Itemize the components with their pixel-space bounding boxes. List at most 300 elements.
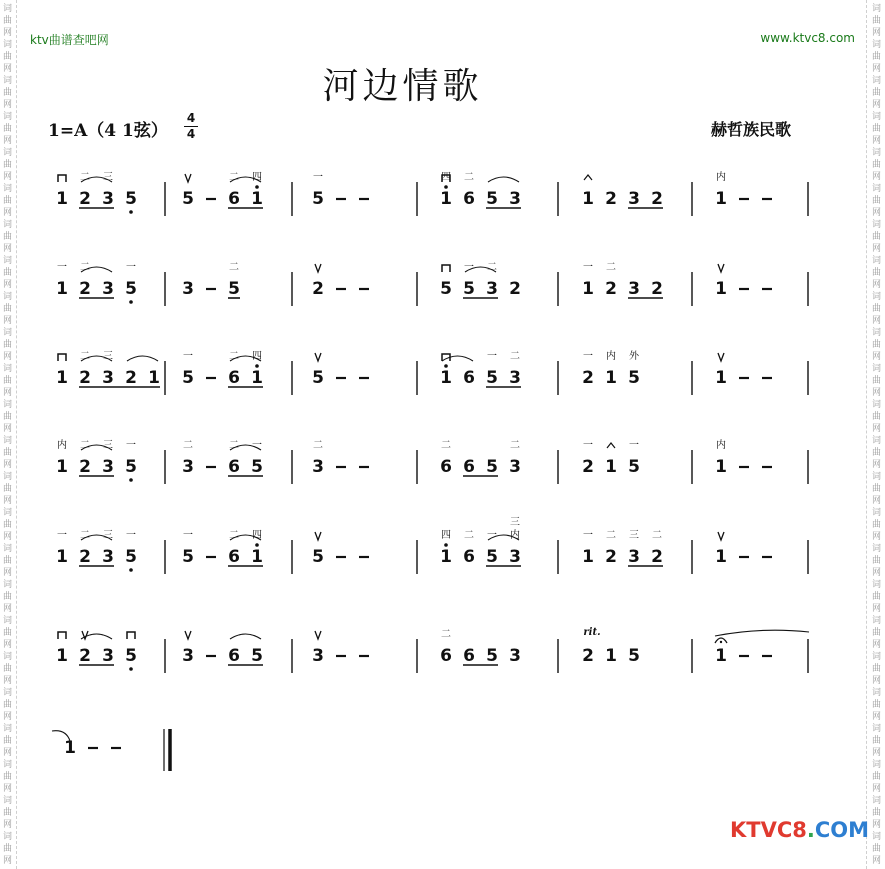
fingering-mark: 二 xyxy=(229,172,239,183)
fingering-mark: 二 xyxy=(441,440,451,451)
watermark-glyph: 网 xyxy=(872,568,882,578)
watermark-glyph: 曲 xyxy=(872,520,882,530)
note-digit: 5 xyxy=(486,457,498,477)
note-digit: 5 xyxy=(125,279,137,299)
up-bow-icon xyxy=(185,631,191,639)
watermark-glyph: 曲 xyxy=(872,844,882,854)
fingering-mark: 四 xyxy=(252,172,262,183)
up-bow-icon xyxy=(315,353,321,361)
note-digit: 5 xyxy=(125,189,137,209)
note-digit: 1 xyxy=(56,279,68,299)
watermark-glyph: 曲 xyxy=(872,808,882,818)
watermark-glyph: 曲 xyxy=(3,88,13,98)
watermark-glyph: 词 xyxy=(872,220,882,230)
note-digit: 3 xyxy=(509,457,521,477)
note-digit: 5 xyxy=(182,189,194,209)
watermark-glyph: 曲 xyxy=(3,628,13,638)
fingering-mark: 一 xyxy=(629,440,639,451)
fingering-mark: 二 xyxy=(229,262,239,273)
watermark-glyph: 网 xyxy=(872,424,882,434)
watermark-glyph: 网 xyxy=(3,244,13,254)
watermark-glyph: 曲 xyxy=(3,700,13,710)
watermark-glyph: 词 xyxy=(872,796,882,806)
watermark-glyph: 曲 xyxy=(872,664,882,674)
watermark-glyph: 词 xyxy=(872,724,882,734)
note-digit: 1 xyxy=(56,547,68,567)
watermark-glyph: 网 xyxy=(872,820,882,830)
fingering-mark: 三 xyxy=(629,530,639,541)
note-digit: 5 xyxy=(440,279,452,299)
watermark-glyph: 曲 xyxy=(872,16,882,26)
watermark-glyph: 词 xyxy=(3,256,13,266)
watermark-glyph: 词 xyxy=(3,292,13,302)
fingering-mark: 一 xyxy=(183,351,193,362)
watermark-glyph: 曲 xyxy=(872,448,882,458)
watermark-glyph: 曲 xyxy=(3,376,13,386)
watermark-glyph: 词 xyxy=(872,616,882,626)
note-digit: 1 xyxy=(251,368,263,388)
watermark-glyph: 网 xyxy=(3,712,13,722)
note-digit: 1 xyxy=(56,368,68,388)
note-digit: 2 xyxy=(79,189,91,209)
note-digit: 5 xyxy=(463,279,475,299)
watermark-glyph: 网 xyxy=(3,100,13,110)
watermark-glyph: 曲 xyxy=(872,88,882,98)
watermark-glyph: 网 xyxy=(3,28,13,38)
watermark-glyph: 曲 xyxy=(3,484,13,494)
fingering-mark: 一 xyxy=(126,440,136,451)
note-digit: 2 xyxy=(509,279,521,299)
watermark-glyph: 词 xyxy=(3,652,13,662)
note-digit: 5 xyxy=(486,547,498,567)
watermark-glyph: 网 xyxy=(3,568,13,578)
note-digit: 1 xyxy=(251,547,263,567)
watermark-glyph: 曲 xyxy=(3,52,13,62)
watermark-glyph: 网 xyxy=(872,604,882,614)
watermark-glyph: 词 xyxy=(872,580,882,590)
watermark-glyph: 词 xyxy=(872,364,882,374)
accent-icon xyxy=(607,443,615,448)
fingering-mark: 二 xyxy=(313,440,323,451)
note-digit: 6 xyxy=(228,547,240,567)
watermark-glyph: 网 xyxy=(3,424,13,434)
note-digit: 5 xyxy=(251,457,263,477)
watermark-glyph: 词 xyxy=(872,40,882,50)
watermark-glyph: 曲 xyxy=(872,556,882,566)
fingering-mark: 二 xyxy=(80,351,90,362)
watermark-glyph: 词 xyxy=(3,76,13,86)
note-digit: 2 xyxy=(125,368,137,388)
watermark-glyph: 词 xyxy=(872,508,882,518)
fingering-mark: 二 xyxy=(606,262,616,273)
fingering-mark: 二 xyxy=(464,172,474,183)
note-digit: 1 xyxy=(440,547,452,567)
watermark-glyph: 曲 xyxy=(3,772,13,782)
note-digit: 1 xyxy=(148,368,160,388)
fingering-mark: 二 xyxy=(229,440,239,451)
note-digit: 6 xyxy=(463,368,475,388)
watermark-glyph: 网 xyxy=(3,172,13,182)
watermark-glyph: 曲 xyxy=(872,232,882,242)
note-digit: 5 xyxy=(312,368,324,388)
note-digit: 2 xyxy=(651,189,663,209)
watermark-glyph: 网 xyxy=(872,676,882,686)
fingering-mark: 内 xyxy=(716,440,726,451)
fingering-mark: 一 xyxy=(583,530,593,541)
note-digit: 2 xyxy=(79,368,91,388)
note-digit: 6 xyxy=(228,368,240,388)
watermark-glyph: 词 xyxy=(872,436,882,446)
note-digit: 2 xyxy=(312,279,324,299)
note-digit: 1 xyxy=(715,457,727,477)
watermark-glyph: 曲 xyxy=(3,736,13,746)
low-octave-dot xyxy=(129,478,133,482)
note-digit: 1 xyxy=(56,457,68,477)
fingering-mark: 三 xyxy=(103,530,113,541)
watermark-glyph: 网 xyxy=(3,208,13,218)
fingering-mark: 二 xyxy=(80,440,90,451)
fingering-mark: 一 xyxy=(252,440,262,451)
watermark-glyph: 曲 xyxy=(3,592,13,602)
note-digit: 6 xyxy=(228,457,240,477)
fingering-mark: 二 xyxy=(229,530,239,541)
low-octave-dot xyxy=(129,568,133,572)
note-digit: 2 xyxy=(582,646,594,666)
watermark-glyph: 曲 xyxy=(872,772,882,782)
up-bow-icon xyxy=(315,631,321,639)
high-octave-dot xyxy=(255,364,259,368)
note-digit: 6 xyxy=(463,189,475,209)
watermark-glyph: 曲 xyxy=(3,520,13,530)
watermark-glyph: 网 xyxy=(872,640,882,650)
composer-credit: 赫哲族民歌 xyxy=(711,120,792,139)
note-digit: 2 xyxy=(79,646,91,666)
watermark-glyph: 曲 xyxy=(872,124,882,134)
fingering-mark: 二 xyxy=(80,262,90,273)
watermark-glyph: 词 xyxy=(3,436,13,446)
watermark-glyph: 词 xyxy=(3,508,13,518)
watermark-glyph: 词 xyxy=(3,832,13,842)
note-digit: 3 xyxy=(486,279,498,299)
fingering-mark: 一 xyxy=(583,440,593,451)
site-url-link[interactable]: www.ktvc8.com xyxy=(760,31,855,45)
watermark-glyph: 网 xyxy=(3,532,13,542)
down-bow-icon xyxy=(442,265,450,272)
fingering-mark: 外 xyxy=(629,351,639,362)
fingering-mark: 四 xyxy=(441,530,451,541)
watermark-glyph: 网 xyxy=(872,532,882,542)
watermark-glyph: 网 xyxy=(3,784,13,794)
note-digit: 2 xyxy=(79,547,91,567)
site-name-link[interactable]: ktv曲谱查吧网 xyxy=(30,33,109,47)
watermark-glyph: 曲 xyxy=(872,628,882,638)
note-digit: 5 xyxy=(125,547,137,567)
watermark-glyph: 网 xyxy=(872,244,882,254)
watermark-glyph: 词 xyxy=(3,544,13,554)
watermark-glyph: 词 xyxy=(872,760,882,770)
watermark-glyph: 曲 xyxy=(872,304,882,314)
high-octave-dot xyxy=(255,543,259,547)
note-digit: 2 xyxy=(79,279,91,299)
note-digit: 3 xyxy=(102,457,114,477)
watermark-glyph: 网 xyxy=(872,388,882,398)
watermark-glyph: 词 xyxy=(872,544,882,554)
note-digit: 1 xyxy=(715,189,727,209)
watermark-glyph: 曲 xyxy=(872,160,882,170)
note-digit: 5 xyxy=(486,646,498,666)
fingering-mark: 三 xyxy=(103,351,113,362)
watermark-glyph: 词 xyxy=(872,148,882,158)
note-digit: 5 xyxy=(486,189,498,209)
fingering-mark: 四 xyxy=(441,172,451,183)
note-digit: 5 xyxy=(125,646,137,666)
watermark-glyph: 曲 xyxy=(872,736,882,746)
high-octave-dot xyxy=(444,364,448,368)
watermark-glyph: 词 xyxy=(3,364,13,374)
note-digit: 3 xyxy=(509,189,521,209)
watermark-glyph: 网 xyxy=(3,640,13,650)
note-digit: 2 xyxy=(582,457,594,477)
watermark-glyph: 词 xyxy=(872,400,882,410)
watermark-glyph: 网 xyxy=(3,352,13,362)
watermark-glyph: 词 xyxy=(3,400,13,410)
fingering-mark: 一 xyxy=(57,262,67,273)
watermark-glyph: 曲 xyxy=(3,124,13,134)
watermark-glyph: 曲 xyxy=(3,412,13,422)
fingering-mark: 二 xyxy=(487,262,497,273)
high-octave-dot xyxy=(255,185,259,189)
note-digit: 5 xyxy=(312,547,324,567)
watermark-glyph: 曲 xyxy=(872,196,882,206)
watermark-glyph: 词 xyxy=(872,76,882,86)
watermark-glyph: 曲 xyxy=(872,376,882,386)
watermark-glyph: 词 xyxy=(3,4,13,14)
watermark-glyph: 词 xyxy=(872,292,882,302)
down-bow-icon xyxy=(58,632,66,639)
watermark-glyph: 词 xyxy=(3,796,13,806)
watermark-glyph: 网 xyxy=(872,64,882,74)
fingering-mark: 二 xyxy=(464,530,474,541)
note-digit: 2 xyxy=(582,368,594,388)
watermark-glyph: 词 xyxy=(3,688,13,698)
watermark-glyph: 网 xyxy=(872,712,882,722)
watermark-glyph: 词 xyxy=(3,328,13,338)
watermark-glyph: 曲 xyxy=(872,412,882,422)
fingering-mark: 一 xyxy=(313,172,323,183)
watermark-glyph: 曲 xyxy=(3,268,13,278)
watermark-glyph: 网 xyxy=(872,280,882,290)
note-digit: 6 xyxy=(228,189,240,209)
note-digit: 1 xyxy=(582,547,594,567)
fingering-mark: 一 xyxy=(57,530,67,541)
watermark-glyph: 曲 xyxy=(3,340,13,350)
note-digit: 3 xyxy=(312,457,324,477)
note-digit: 3 xyxy=(102,279,114,299)
note-digit: 6 xyxy=(440,457,452,477)
watermark-glyph: 曲 xyxy=(3,16,13,26)
fingering-mark: 二 xyxy=(510,440,520,451)
time-signature-top: 4 xyxy=(186,111,196,125)
watermark-glyph: 网 xyxy=(872,172,882,182)
note-digit: 1 xyxy=(715,279,727,299)
note-digit: 5 xyxy=(628,368,640,388)
note-digit: 1 xyxy=(64,738,76,758)
note-digit: 1 xyxy=(582,189,594,209)
tie-arc-out xyxy=(715,630,809,636)
accent-icon xyxy=(584,175,592,180)
high-octave-dot xyxy=(444,185,448,189)
fingering-mark: 内 xyxy=(606,351,616,362)
watermark-glyph: 网 xyxy=(3,856,13,866)
note-digit: 3 xyxy=(628,189,640,209)
watermark-glyph: 曲 xyxy=(872,592,882,602)
watermark-glyph: 曲 xyxy=(3,196,13,206)
fingering-mark: 内 xyxy=(716,172,726,183)
note-digit: 1 xyxy=(605,646,617,666)
watermark-glyph: 词 xyxy=(3,616,13,626)
watermark-glyph: 曲 xyxy=(872,700,882,710)
fingering-mark: 一 xyxy=(487,351,497,362)
watermark-glyph: 词 xyxy=(872,652,882,662)
note-digit: 3 xyxy=(102,547,114,567)
note-digit: 5 xyxy=(182,368,194,388)
page-title: 河边情歌 xyxy=(322,66,483,107)
note-digit: 5 xyxy=(125,457,137,477)
fingering-mark: 二 xyxy=(229,351,239,362)
watermark-glyph: 曲 xyxy=(3,232,13,242)
watermark-glyph: 曲 xyxy=(3,160,13,170)
note-digit: 2 xyxy=(79,457,91,477)
watermark-glyph: 网 xyxy=(3,676,13,686)
watermark-glyph: 曲 xyxy=(3,664,13,674)
note-digit: 1 xyxy=(715,368,727,388)
fingering-mark: 一 xyxy=(487,530,497,541)
note-digit: 1 xyxy=(440,189,452,209)
watermark-glyph: 网 xyxy=(872,784,882,794)
watermark-glyph: 曲 xyxy=(872,52,882,62)
watermark-glyph: 网 xyxy=(872,100,882,110)
fingering-mark: 二 xyxy=(183,440,193,451)
note-digit: 5 xyxy=(628,457,640,477)
watermark-glyph: 词 xyxy=(872,256,882,266)
fingering-mark: 一 xyxy=(464,262,474,273)
fingering-mark: 四 xyxy=(252,351,262,362)
fingering-mark: 二 xyxy=(606,530,616,541)
note-digit: 3 xyxy=(509,368,521,388)
note-digit: 3 xyxy=(509,547,521,567)
fingering-mark: 三 xyxy=(510,517,520,528)
watermark-glyph: 曲 xyxy=(3,844,13,854)
note-digit: 1 xyxy=(715,547,727,567)
slur-arc xyxy=(442,356,473,361)
watermark-glyph: 网 xyxy=(3,748,13,758)
note-digit: 1 xyxy=(605,457,617,477)
note-digit: 5 xyxy=(312,189,324,209)
fingering-mark: 一 xyxy=(126,530,136,541)
fingering-mark: 一 xyxy=(583,262,593,273)
watermark-glyph: 词 xyxy=(3,112,13,122)
up-bow-icon xyxy=(718,353,724,361)
fingering-mark: 二 xyxy=(652,530,662,541)
up-bow-icon xyxy=(315,264,321,272)
watermark-glyph: 曲 xyxy=(872,268,882,278)
note-digit: 2 xyxy=(605,547,617,567)
note-digit: 3 xyxy=(182,646,194,666)
watermark-glyph: 曲 xyxy=(3,556,13,566)
watermark-glyph: 曲 xyxy=(3,304,13,314)
note-digit: 3 xyxy=(102,368,114,388)
fingering-mark: 二 xyxy=(441,629,451,640)
note-digit: 1 xyxy=(440,368,452,388)
watermark-glyph: 曲 xyxy=(3,808,13,818)
watermark-glyph: 网 xyxy=(3,136,13,146)
fingering-mark: 二 xyxy=(510,351,520,362)
watermark-glyph: 网 xyxy=(872,496,882,506)
fermata-dot xyxy=(720,641,722,643)
watermark-glyph: 网 xyxy=(872,136,882,146)
note-digit: 5 xyxy=(228,279,240,299)
note-digit: 3 xyxy=(182,279,194,299)
fingering-mark: 三 xyxy=(103,440,113,451)
note-digit: 3 xyxy=(628,547,640,567)
watermark-glyph: 网 xyxy=(872,748,882,758)
note-digit: 5 xyxy=(251,646,263,666)
watermark-glyph: 网 xyxy=(872,352,882,362)
note-digit: 1 xyxy=(56,189,68,209)
watermark-glyph: 词 xyxy=(3,580,13,590)
note-digit: 3 xyxy=(182,457,194,477)
watermark-glyph: 网 xyxy=(872,28,882,38)
fingering-mark: 二 xyxy=(80,530,90,541)
up-bow-icon xyxy=(315,532,321,540)
note-digit: 3 xyxy=(102,646,114,666)
note-digit: 5 xyxy=(182,547,194,567)
note-digit: 3 xyxy=(312,646,324,666)
note-digit: 6 xyxy=(463,646,475,666)
note-digit: 6 xyxy=(463,547,475,567)
note-digit: 1 xyxy=(715,646,727,666)
note-digit: 2 xyxy=(605,279,617,299)
note-digit: 5 xyxy=(628,646,640,666)
watermark-glyph: 词 xyxy=(3,184,13,194)
slur-arc xyxy=(230,634,261,639)
fingering-mark: 一 xyxy=(183,530,193,541)
watermark-glyph: 网 xyxy=(872,316,882,326)
watermark-glyph: 词 xyxy=(3,148,13,158)
note-digit: 5 xyxy=(486,368,498,388)
up-bow-icon xyxy=(185,174,191,182)
low-octave-dot xyxy=(129,210,133,214)
watermark-glyph: 网 xyxy=(3,604,13,614)
fingering-mark: 四 xyxy=(252,530,262,541)
fingering-mark: 一 xyxy=(126,262,136,273)
ritardando-mark: rit. xyxy=(583,627,601,638)
watermark-glyph: 网 xyxy=(3,820,13,830)
down-bow-icon xyxy=(58,175,66,182)
watermark-glyph: 词 xyxy=(3,724,13,734)
watermark-glyph: 网 xyxy=(872,856,882,866)
fingering-mark: 内 xyxy=(57,440,67,451)
note-digit: 2 xyxy=(651,279,663,299)
fingering-mark: 内 xyxy=(510,530,520,541)
note-digit: 2 xyxy=(651,547,663,567)
note-digit: 1 xyxy=(251,189,263,209)
key-signature: 1=A（4 1弦） xyxy=(48,121,168,141)
fingering-mark: 一 xyxy=(583,351,593,362)
watermark-glyph: 词 xyxy=(872,4,882,14)
low-octave-dot xyxy=(129,300,133,304)
watermark-glyph: 词 xyxy=(3,472,13,482)
